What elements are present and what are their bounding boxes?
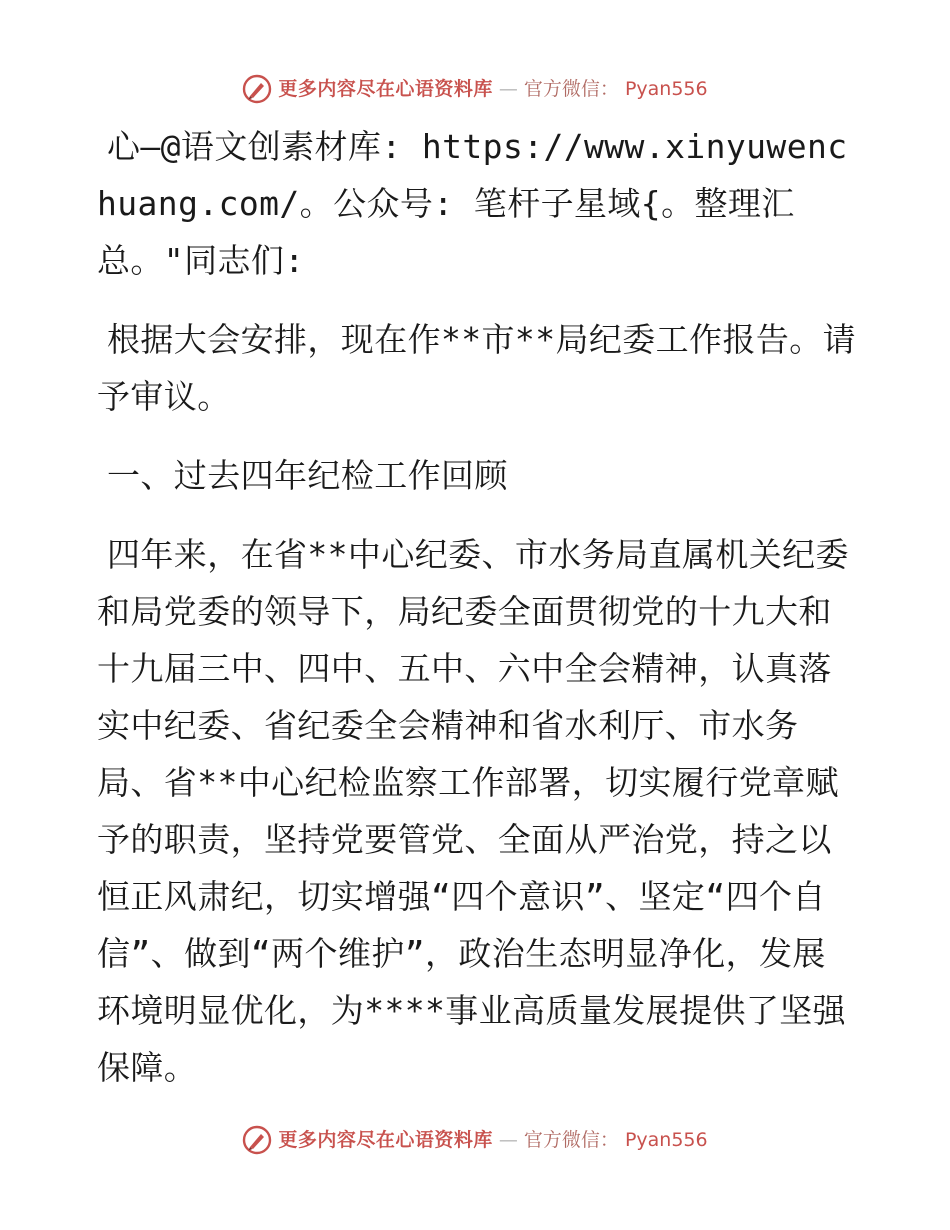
watermark-header bbox=[0, 74, 950, 104]
review-paragraph: 四年来，在省**中心纪委、市水务局直属机关纪委和局党委的领导下，局纪委全面贯彻党的十九大和十九届三中、四中、五中、六中全会精神，认真落实中纪委、省纪委全会精神和省水利厅、市水务局、省**中心纪检监察工作部署，切实履行党章赋予的职责，坚持党要管党、全面从严治党，持之以恒正风肃纪，切实增强“四个意识”、坚定“四个自信”、做到“两个维护”，政治生态明显净化，发展环境明显优化，为****事业高质量发展提供了坚强保障。 bbox=[97, 535, 849, 1087]
watermark-dash: — bbox=[498, 78, 518, 100]
watermark-official-label: 官方微信： bbox=[523, 78, 619, 100]
watermark-wechat-id: Pyan556 bbox=[624, 1129, 708, 1151]
watermark-brand: 更多内容尽在心语资料库 bbox=[278, 78, 493, 100]
pen-logo-icon bbox=[242, 74, 272, 104]
section-heading: 一、过去四年纪检工作回顾 bbox=[107, 456, 508, 495]
report-opening-paragraph: 根据大会安排，现在作**市**局纪委工作报告。请予审议。 bbox=[97, 320, 857, 416]
watermark-official-label: 官方微信： bbox=[523, 1129, 619, 1151]
document-body bbox=[97, 118, 857, 1118]
pen-logo-icon bbox=[242, 1125, 272, 1155]
watermark-footer bbox=[0, 1125, 950, 1155]
intro-paragraph: 心—@语文创素材库: https://www.xinyuwenchuang.com/。公众号: 笔杆子星域{。整理汇总。"同志们: bbox=[97, 127, 848, 280]
watermark-brand: 更多内容尽在心语资料库 bbox=[278, 1129, 493, 1151]
watermark-wechat-id: Pyan556 bbox=[624, 78, 708, 100]
watermark-dash: — bbox=[498, 1129, 518, 1151]
